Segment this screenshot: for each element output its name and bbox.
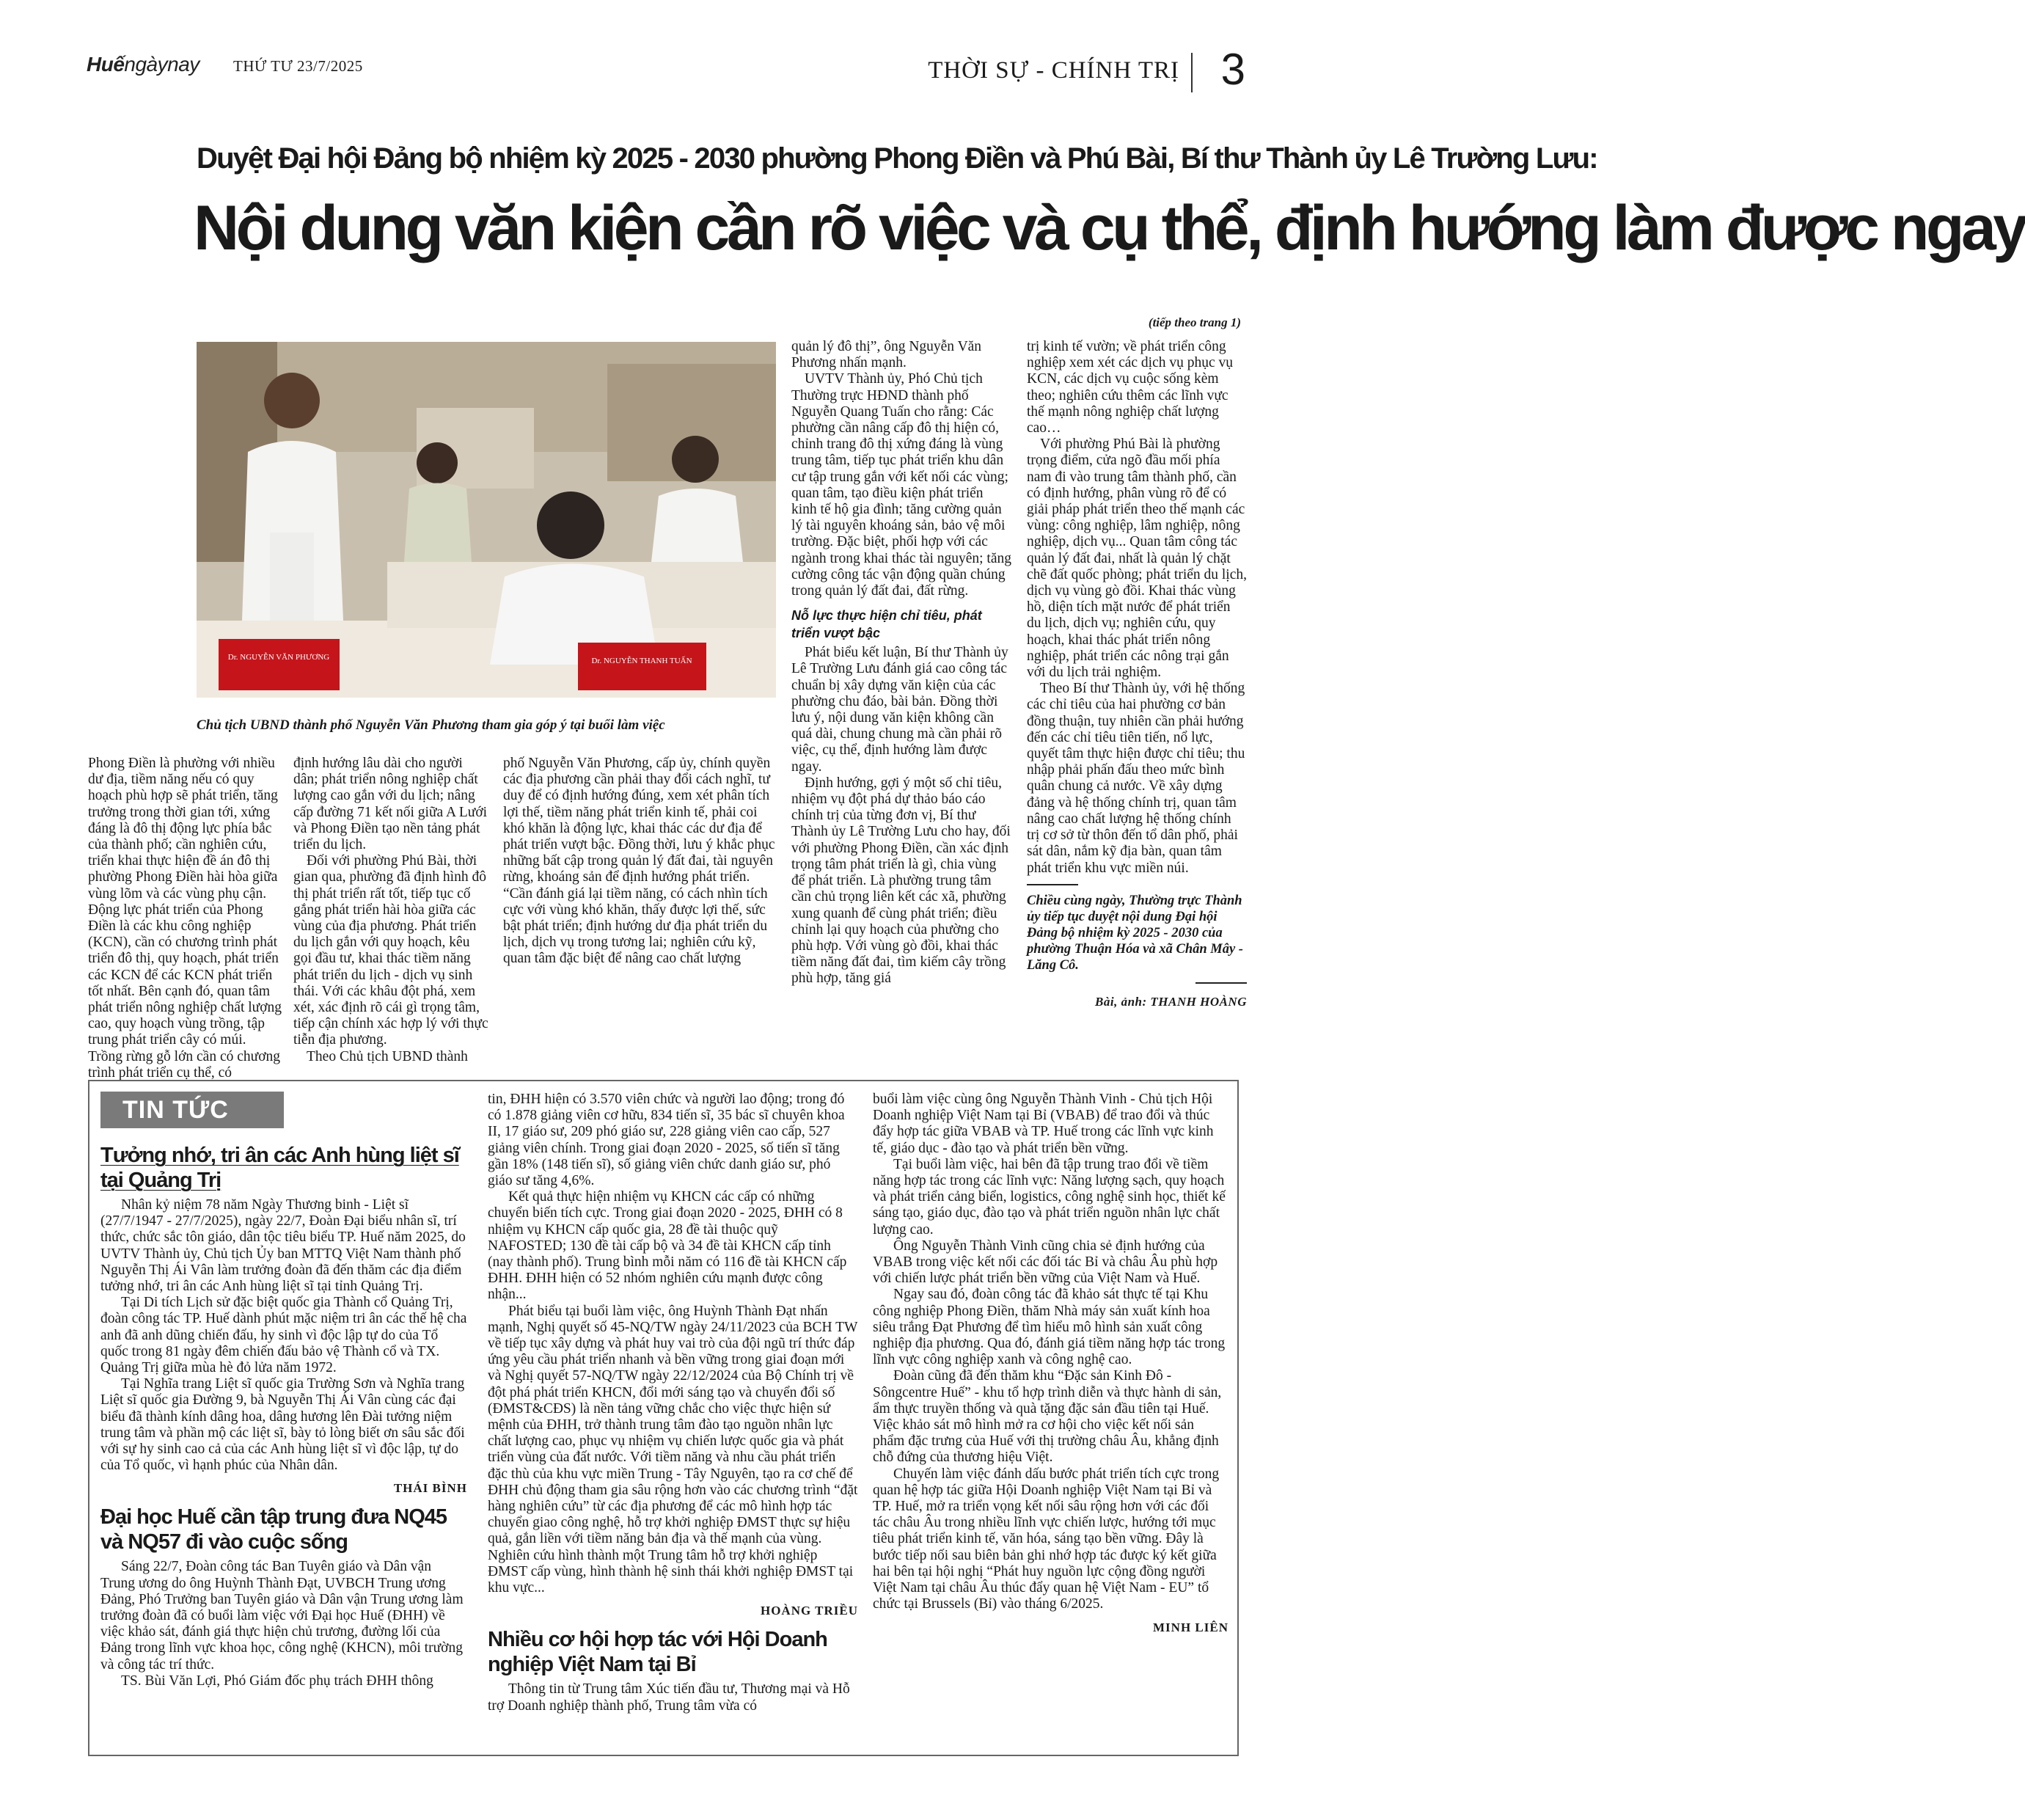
news-column-2 (488, 1092, 858, 1714)
paragraph: Theo Bí thư Thành ủy, với hệ thống các chỉ tiêu của hai phường cơ bản đồng thuận, tuy nhiên cần phải hướng đến các chỉ tiêu tiên tiến, nổ lực, quyết tâm thực hiện được chỉ tiêu; thu nhập phải phấn đấu theo mức bình quân chung cả nước. Về xây dựng đảng và hệ thống chính trị, quan tâm nâng cao chất lượng hệ thống chính trị cơ sở từ thôn đến tổ dân phố, phải sát dân, nắm kỹ địa bàn, quan tâm phát triển khu vực miền núi. (1027, 681, 1245, 876)
news-item-title[interactable]: Tưởng nhớ, tri ân các Anh hùng liệt sĩ tại Quảng Trị (100, 1144, 459, 1192)
article-byline: Bài, ảnh: THANH HOÀNG (1095, 994, 1247, 1009)
byline-divider (1195, 982, 1247, 984)
paragraph: phố Nguyễn Văn Phương, cấp ủy, chính quyền các địa phương cần phải thay đổi cách nghĩ, tư duy để có định hướng đúng, xem xét phân tích lợi thế, tiềm năng phát triển kinh tế, phải coi khó khăn là động lực, khai thác các dư địa để phát triển vượt bậc. Đồng thời, lưu ý khắc phục những bất cập trong quản lý đất đai, tài nguyên rừng, khoáng sản để định hướng phát triển. “Cần đánh giá lại tiềm năng, có cách nhìn tích cực với vùng khó khăn, thấy được lợi thế, sức bật phát triển; định hướng dư địa phát triển du lịch, dịch vụ trong tương lai; nghiên cứu kỹ, quan tâm đặc biệt để nâng cao chất lượng (503, 756, 775, 967)
news-item-signature: MINH LIÊN (1153, 1620, 1228, 1634)
nameplate-left: Dr. NGUYỄN VĂN PHƯƠNG (227, 653, 330, 662)
page-number-divider (1191, 53, 1193, 92)
article-photo (197, 342, 776, 698)
paragraph: Phong Điền là phường với nhiều dư địa, tiềm năng nếu có quy hoạch phù hợp sẽ phát triển, tăng trưởng trong thời gian tới, xứng đáng là đô thị động lực phía bắc của thành phố; cần nghiên cứu, triển khai thực hiện đề án đô thị phường Phong Điền hài hòa giữa vùng lõm và các vùng phụ cận. Động lực phát triển của Phong Điền là các khu công nghiệp (KCN), cần có chương trình phát triển đô thị, quy hoạch, phát triển các KCN để các KCN phát triển tốt nhất. Bên cạnh đó, quan tâm phát triển nông nghiệp chất lượng cao, quy hoạch vùng trồng, tập trung phát triển cây có múi. Trồng rừng gỗ lớn cần có chương trình phát triển cụ thể, có (88, 756, 282, 1081)
news-item-signature: HOÀNG TRIỀU (760, 1604, 858, 1618)
paragraph: Ông Nguyễn Thành Vinh cũng chia sẻ định hướng của VBAB trong việc kết nối các đối tác Bỉ và châu Âu phù hợp với chiến lược phát triển bền vững của Việt Nam và Huế. (873, 1238, 1218, 1287)
article-column-1 (88, 756, 282, 1081)
article-note: Chiều cùng ngày, Thường trực Thành ủy tiếp tục duyệt nội dung Đại hội Đảng bộ nhiệm kỳ 2025 - 2030 của phường Thuận Hóa và xã Chân Mây - Lăng Cô. (1027, 893, 1243, 973)
page-number: 3 (1220, 45, 1245, 94)
article-column-2 (293, 756, 490, 1065)
news-item-title[interactable]: Đại học Huế cần tập trung đưa NQ45 và NQ57 đi vào cuộc sống (100, 1505, 447, 1554)
paragraph: TS. Bùi Văn Lợi, Phó Giám đốc phụ trách ĐHH thông (121, 1673, 433, 1689)
news-item-body (873, 1092, 1228, 1613)
news-item-body (100, 1559, 467, 1689)
nameplate-right: Dr. NGUYỄN THANH TUẤN (591, 657, 692, 665)
news-item-body (488, 1092, 858, 1596)
masthead (87, 45, 1245, 94)
paragraph: Kết quả thực hiện nhiệm vụ KHCN các cấp có những chuyển biến tích cực. Trong giai đoạn 2020 - 2025, ĐHH có 8 nhiệm vụ KHCN cấp quốc gia, 28 đề tài thuộc quỹ NAFOSTED; 130 đề tài cấp bộ và 34 đề tài KHCN cấp tỉnh (nay thành phố). Trung bình mỗi năm có 116 đề tài KHCN cấp ĐHH. ĐHH hiện có 52 nhóm nghiên cứu mạnh được công nhận... (488, 1189, 847, 1303)
article-kicker: Duyệt Đại hội Đảng bộ nhiệm kỳ 2025 - 2030 phường Phong Điền và Phú Bài, Bí thư Thành ủy Lê Trường Lưu: (197, 142, 1597, 175)
news-item-body (100, 1197, 467, 1474)
newspaper-logo[interactable]: Huếngàynay (87, 53, 199, 76)
paragraph: tin, ĐHH hiện có 3.570 viên chức và người lao động; trong đó có 1.878 giảng viên cơ hữu, 834 tiến sĩ, 35 bác sĩ chuyên khoa II, 17 giáo sư, 209 phó giáo sư, 228 giảng viên cao cấp, 527 giảng viên chính. Trong giai đoạn 2020 - 2025, số tiến sĩ tăng gần 18% (148 tiến sĩ), số giảng viên chức danh giáo sư, phó giáo sư tăng 4,6%. (488, 1092, 845, 1189)
paragraph: Chuyến làm việc đánh dấu bước phát triển tích cực trong quan hệ hợp tác giữa Hội Doanh nghiệp Việt Nam tại Bỉ và TP. Huế, mở ra triển vọng kết nối sâu rộng hơn với các đối tác châu Âu trong nhiều lĩnh vực chiến lược, hướng tới mục tiêu phát triển kinh tế, văn hóa, sáng tạo bền vững. Đây là bước tiếp nối sau biên bản ghi nhớ hợp tác được ký kết giữa hai bên tại hội nghị “Phát huy nguồn lực cộng đồng người Việt Nam tại châu Âu thúc đẩy quan hệ Việt Nam - EU” tổ chức tại Brussels (Bỉ) vào tháng 6/2025. (873, 1466, 1220, 1612)
news-section-label: TIN TỨC (100, 1092, 284, 1128)
paragraph: Nhân kỷ niệm 78 năm Ngày Thương binh - Liệt sĩ (27/7/1947 - 27/7/2025), ngày 22/7, Đoàn Đại biểu nhân sĩ, trí thức, chức sắc tôn giáo, dân tộc tiêu biểu TP. Huế năm 2025, do UVTV Thành ủy, Chủ tịch Ủy ban MTTQ Việt Nam thành phố Nguyễn Thị Ái Vân làm trưởng đoàn đã đến thăm các địa điểm tưởng nhớ, tri ân các Anh hùng liệt sĩ tại tỉnh Quảng Trị. (100, 1197, 466, 1295)
meeting-photo-illustration (197, 342, 776, 698)
paragraph: Định hướng, gợi ý một số chỉ tiêu, nhiệm vụ đột phá dự thảo báo cáo chính trị của từng đơn vị, Bí thư Thành ủy Lê Trường Lưu cho hay, đối với phường Phong Điền, cần xác định trọng tâm phát triển là gì, chia vùng để phát triển. Là phường trung tâm cần chủ trọng liên kết các xã, phường xung quanh để cùng phát triển; điều chỉnh lại quy hoạch của phường cho phù hợp. Với vùng gò đồi, khai thác tiềm năng đất đai, tìm kiếm cây trồng phù hợp, tăng giá (791, 775, 1011, 987)
note-divider (1027, 884, 1078, 885)
paragraph: buổi làm việc cùng ông Nguyễn Thành Vinh - Chủ tịch Hội Doanh nghiệp Việt Nam tại Bỉ (VBAB) để trao đổi và thúc đẩy hợp tác giữa VBAB và TP. Huế trong các lĩnh vực kinh tế, giáo dục - đào tạo và phát triển bền vững. (873, 1092, 1214, 1156)
news-column-3 (873, 1092, 1228, 1644)
article-column-4 (791, 339, 1011, 987)
paragraph: trị kinh tế vườn; về phát triển công nghiệp xem xét các dịch vụ phục vụ KCN, các dịch vụ cuộc sống kèm theo; nghiên cứu thêm các lĩnh vực thế mạnh nông nghiệp chất lượng cao… (1027, 339, 1234, 436)
paragraph: Phát biểu tại buổi làm việc, ông Huỳnh Thành Đạt nhấn mạnh, Nghị quyết số 45-NQ/TW ngày 24/11/2023 của BCH TW về tiếp tục xây dựng và phát huy vai trò của đội ngũ trí thức đáp ứng yêu cầu phát triển nhanh và bền vững trong giai đoạn mới và Nghị quyết 57-NQ/TW ngày 22/12/2024 của Bộ Chính trị về đột phá phát triển KHCN, đổi mới sáng tạo và chuyển đổi số (ĐMST&CĐS) là nền tảng vững chắc cho việc thực hiện sứ mệnh của ĐHH, trở thành trung tâm đào tạo nguồn nhân lực chất lượng cao, phục vụ nhiệm vụ chiến lược quốc gia và phát triển vùng của đất nước. Với tiềm năng và nhu cầu phát triển đặc thù của khu vực miền Trung - Tây Nguyên, tạo ra cơ chế để ĐHH chủ động tham gia sâu rộng hơn vào các chương trình “đặt hàng nghiên cứu” từ các địa phương để các mô hình hợp tác chuyển giao công nghệ, hỗ trợ khởi nghiệp ĐMST thực sự hiệu quả, gắn liền với tiềm năng bản địa và thế mạnh của vùng. Nghiên cứu hình thành một Trung tâm hỗ trợ khởi nghiệp ĐMST cấp vùng, hình thành hệ sinh thái khởi nghiệp ĐMST tại khu vực... (488, 1303, 858, 1596)
news-item-title[interactable]: Nhiều cơ hội hợp tác với Hội Doanh nghiệp Việt Nam tại Bỉ (488, 1628, 827, 1677)
article-headline: Nội dung văn kiện cần rõ việc và cụ thể, định hướng làm được ngay (194, 193, 2025, 263)
news-item-body (488, 1681, 858, 1714)
news-column-1 (100, 1143, 467, 1689)
photo-caption: Chủ tịch UBND thành phố Nguyễn Văn Phương tham gia góp ý tại buổi làm việc (197, 717, 665, 733)
paragraph: Tại Di tích Lịch sử đặc biệt quốc gia Thành cổ Quảng Trị, đoàn công tác TP. Huế dành phút mặc niệm tri ân các thế hệ cha anh đã anh dũng chiến đấu, hy sinh vì độc lập tự do của Tổ quốc trong 81 ngày đêm chiến đấu bảo vệ Thành cổ và TX. Quảng Trị giữa mùa hè đỏ lửa năm 1972. (100, 1295, 467, 1376)
section-title: THỜI SỰ - CHÍNH TRỊ (928, 57, 1179, 84)
paragraph: Sáng 22/7, Đoàn công tác Ban Tuyên giáo và Dân vận Trung ương do ông Huỳnh Thành Đạt, UVBCH Trung ương Đảng, Phó Trưởng ban Tuyên giáo và Dân vận Trung ương làm trưởng đoàn đã có buổi làm việc với Đại học Huế (ĐHH) về việc khảo sát, đánh giá thực hiện chủ trương, đường lối của Đảng trong lĩnh vực khoa học, công nghệ (KHCN), môi trường và công tác trí thức. (100, 1559, 464, 1673)
article-column-3 (503, 756, 780, 968)
paragraph: Đối với phường Phú Bài, thời gian qua, phường đã định hình đô thị phát triển rất tốt, tiếp tục cố gắng phát triển hài hòa giữa các vùng của địa phương. Phát triển du lịch gắn với quy hoạch, kêu gọi đầu tư, khai thác tiềm năng phát triển du lịch - dịch vụ sinh thái. Với các khâu đột phá, xem xét, xác định rõ cái gì trọng tâm, tiếp cận chính xác hợp lý với thực tiễn địa phương. (293, 853, 488, 1048)
paragraph: Phát biểu kết luận, Bí thư Thành ủy Lê Trường Lưu đánh giá cao công tác chuẩn bị xây dựng văn kiện của các phường chu đáo, bài bản. Đồng thời lưu ý, nội dung văn kiện không cần quá dài, chung chung mà cần phải rõ việc, cụ thể, định hướng làm được ngay. (791, 645, 1008, 775)
paragraph: Theo Chủ tịch UBND thành (307, 1048, 468, 1064)
paragraph: Ngay sau đó, đoàn công tác đã khảo sát thực tế tại Khu công nghiệp Phong Điền, thăm Nhà máy sản xuất kính hoa siêu trắng Đạt Phương để tìm hiểu mô hình sản xuất công nghiệp địa phương. Qua đó, đánh giá tiềm năng hợp tác trong lĩnh vực công nghiệp xanh và công nghệ cao. (873, 1287, 1226, 1368)
article-subheading: Nỗ lực thực hiện chỉ tiêu, phát triển vượt bậc (791, 608, 982, 641)
paragraph: Thông tin từ Trung tâm Xúc tiến đầu tư, Thương mại và Hỗ trợ Doanh nghiệp thành phố, Trung tâm vừa có (488, 1681, 850, 1714)
paragraph: Tại buổi làm việc, hai bên đã tập trung trao đổi về tiềm năng hợp tác trong các lĩnh vực: Năng lượng sạch, quy hoạch và phát triển cảng biển, logistics, công nghệ sinh học, thiết kế sáng tạo, giáo dục, đào tạo và phát triển nguồn nhân lực chất lượng cao. (873, 1156, 1226, 1238)
article-column-5 (1027, 339, 1247, 1010)
paragraph: định hướng lâu dài cho người dân; phát triển nông nghiệp chất lượng cao gắn với du lịch; nâng cấp đường 71 kết nối giữa A Lưới và Phong Điền tạo nền tảng phát triển du lịch. (293, 756, 488, 853)
news-item-signature: THÁI BÌNH (393, 1481, 467, 1496)
issue-date: THỨ TƯ 23/7/2025 (233, 57, 363, 75)
paragraph: quản lý đô thị”, ông Nguyễn Văn Phương nhấn mạnh. (791, 339, 982, 371)
paragraph: Tại Nghĩa trang Liệt sĩ quốc gia Trường Sơn và Nghĩa trang Liệt sĩ quốc gia Đường 9, bà Nguyễn Thị Ái Vân cùng các đại biểu đã thành kính dâng hoa, dâng hương lên Đài tưởng niệm trung tâm và phần mộ các liệt sĩ, bày tỏ lòng biết ơn sâu sắc đối với sự hy sinh cao cả của các Anh hùng liệt sĩ vì độc lập, tự do của Tổ quốc, vì hạnh phúc của Nhân dân. (100, 1376, 465, 1474)
continued-note: (tiếp theo trang 1) (1148, 315, 1241, 329)
paragraph: UVTV Thành ủy, Phó Chủ tịch Thường trực HĐND thành phố Nguyễn Quang Tuấn cho rằng: Các phường cần nâng cấp đô thị hiện có, chỉnh trang đô thị xứng đáng là vùng trung tâm, tiếp tục phát triển khu dân cư tập trung gắn với kết nối các vùng; quan tâm, tạo điều kiện phát triển kinh tế hộ gia đình; tăng cường quản lý tài nguyên khoáng sản, bảo vệ môi trường. Đặc biệt, phối hợp với các ngành trong khai thác tài nguyên; tăng cường công tác vận động quần chúng trong quản lý đất đai, đất rừng. (791, 371, 1012, 599)
paragraph: Với phường Phú Bài là phường trọng điểm, cửa ngõ đầu mối phía nam đi vào trung tâm thành phố, cần có định hướng, phân vùng rõ để có giải pháp phát triển theo thế mạnh các vùng: công nghiệp, lâm nghiệp, nông nghiệp, dịch vụ... Quan tâm công tác quản lý đất đai, nhất là quản lý chặt chẽ đất quốc phòng; phát triển du lịch, dịch vụ vùng gò đồi. Khai thác vùng hồ, diện tích mặt nước để phát triển du lịch, dịch vụ; nghiên cứu, quy hoạch, khai thác phát triển nông nghiệp, phát triển các nông trại gắn với du lịch trải nghiệm. (1027, 436, 1248, 681)
paragraph: Đoàn cũng đã đến thăm khu “Đặc sản Kinh Đô - Sôngcentre Huế” - khu tổ hợp trình diễn và thực hành di sản, ẩm thực truyền thống và quà tặng đặc sản đầu tiên tại Huế. Việc khảo sát mô hình mở ra cơ hội cho việc kết nối sản phẩm đặc trưng của Huế với thị trường châu Âu, khẳng định chỗ đứng của thương hiệu Việt. (873, 1368, 1222, 1466)
